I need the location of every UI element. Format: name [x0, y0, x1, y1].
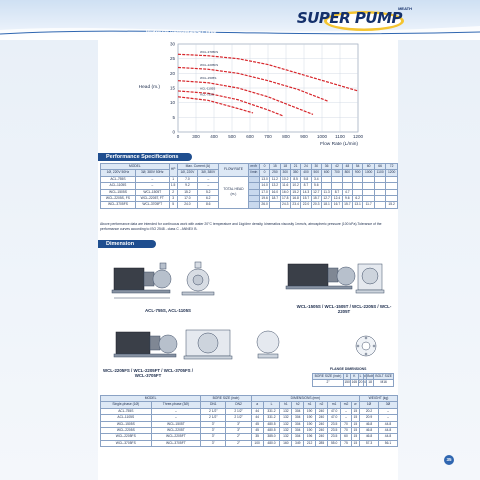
perf-cell: 20.3 [313, 202, 320, 207]
chart-xtick-label: 700 [264, 134, 272, 139]
chart-title: Hydraulic Performance Curve [146, 30, 217, 36]
perf-cell: 10.2 [282, 176, 289, 181]
perf-cell: 5 [169, 202, 177, 208]
flange-col: BOLT SIZE [375, 374, 392, 378]
dim-cell: 23.5 [327, 428, 341, 434]
perf-col-lmin: 1000 [363, 170, 375, 176]
perf-col-q: 48 [342, 164, 352, 170]
chart-xtick-label: 300 [192, 134, 200, 139]
pump-drawing-wclf-side [114, 332, 177, 357]
chart-ylabel: Head (m.) [138, 85, 160, 90]
perf-cell: – [135, 176, 169, 182]
flange-caption: FLANGE DIMENSIONS [330, 367, 367, 371]
perf-cell: 23.4 [292, 202, 299, 207]
chart-xtick-label: 800 [282, 134, 290, 139]
dim-cell: 304 [292, 421, 304, 427]
dim-cell: 2 1/2" [226, 415, 251, 421]
flange-col: Bolt [367, 374, 373, 378]
flange-col: d [363, 374, 366, 378]
dim-cell: – [151, 415, 201, 421]
perf-col-current: Max. Current (A) [177, 164, 219, 170]
flange-row [313, 380, 394, 386]
perf-col-lmin: 1200 [386, 170, 398, 176]
chart-series-label: WCL-1505S [200, 76, 217, 81]
performance-chart-panel [116, 36, 396, 164]
perf-col-q: 42 [332, 164, 342, 170]
perf-cell: 15.2 [386, 202, 398, 208]
perf-cell: 15.7 [344, 202, 351, 207]
flange-drawing [356, 336, 376, 356]
dim-col: Three-phase (3Ø) [151, 402, 201, 408]
perf-cell: 14.0 [261, 183, 268, 188]
chart-xtick-label: 600 [246, 134, 254, 139]
perf-col-lmin: 800 [342, 170, 352, 176]
perf-cell: 8.7 [332, 189, 342, 195]
perf-cell: 15.7 [302, 196, 310, 201]
chart-ytick-label: 10 [169, 100, 175, 106]
dim-cell: WCL-2205FT [151, 434, 201, 440]
dim-cell: WCL-2205FS [101, 434, 152, 440]
perf-cell: – [198, 183, 219, 189]
perf-cell-unit [248, 202, 259, 208]
dim-cell: 304 [292, 428, 304, 434]
dim-cell: WCL-1505T [151, 421, 201, 427]
performance-chart [116, 36, 396, 164]
total-head-label: TOTAL HEAD [223, 186, 244, 191]
perf-col-1ph: 1Ø, 220V 50Hz [101, 170, 136, 176]
perf-cell: 7.0 [177, 176, 198, 182]
perf-col-q: 66 [374, 164, 385, 170]
chart-ytick-label: 0 [172, 129, 175, 135]
perf-col-lmin: 700 [332, 170, 342, 176]
dim-cell: 57.3 [360, 440, 379, 446]
perf-cell: 26.0 [261, 202, 268, 207]
dim-cell: WCL-3705FT [151, 440, 201, 446]
dim-col-model: MODEL [101, 396, 201, 402]
perf-cell: 15.7 [313, 196, 320, 201]
chart-xtick-label: 0 [176, 134, 180, 139]
dim-cell: 2 1/2" [226, 408, 251, 414]
perf-col-lmin: 600 [321, 170, 331, 176]
dim-cell: 240 [316, 428, 328, 434]
perf-cell: 5.6 [311, 183, 321, 189]
dim-col-bore: BORE SIZE (inch) [201, 396, 252, 402]
pump-drawing-wclf-front [184, 330, 232, 359]
perf-cell: – [198, 176, 219, 182]
perf-cell: 6.2 [353, 196, 363, 202]
dim-cell: 23.5 [327, 421, 341, 427]
dim-cell: 240 [316, 421, 328, 427]
flange-header-row [313, 374, 394, 380]
dim-cell: 2" [226, 440, 251, 446]
perf-col-lmin: 400 [301, 170, 311, 176]
dim-cell: WCL-3705FS [101, 440, 152, 446]
dim-cell: 55.0 [327, 440, 341, 446]
dim-cell: 285 [316, 440, 328, 446]
dim-cell: 20.2 [360, 408, 379, 414]
perf-cell: WCL-3705FS [101, 202, 136, 208]
dim-cell: 47.0 [327, 415, 341, 421]
perf-col-q: 72 [386, 164, 398, 170]
dim-cell: WCL-2205S [101, 428, 152, 434]
perf-cell: 11.6 [280, 183, 290, 189]
perf-cell: 12.7 [323, 196, 330, 201]
perf-cell: 16.7 [333, 202, 341, 207]
dim-cell: 70 [341, 428, 351, 434]
perf-cell: WCL-3705FT [135, 202, 169, 208]
chart-xtick-label: 900 [300, 134, 308, 139]
dim-col: m2 [341, 402, 351, 408]
perf-cell: WCL-2205S, FS [101, 196, 136, 202]
perf-cell: 13.2 [271, 183, 279, 188]
dim-cell: 75 [341, 440, 351, 446]
dim-cell: 240 [316, 434, 328, 440]
perf-cell: 11.7 [363, 202, 375, 208]
dim-col: m1 [327, 402, 341, 408]
perf-col-current-3ph: 3Ø, 380V [198, 170, 219, 176]
dim-cell: 3" [226, 421, 251, 427]
performance-table [100, 163, 398, 209]
perf-col-3ph: 3Ø, 380V 50Hz [135, 170, 169, 176]
dim-cell: 44.8 [378, 428, 397, 434]
dim-cell: 15 [351, 428, 360, 434]
perf-col-q: 54 [353, 164, 363, 170]
dim-col: 1Ø [360, 402, 379, 408]
perf-cell: ACL-1105S [101, 183, 136, 189]
perf-cell: 1.5 [170, 183, 176, 188]
dim-cell: 132 [280, 421, 292, 427]
flange-col: L [359, 374, 362, 378]
dim-col: w [351, 402, 360, 408]
dim-cell: 385.0 [263, 434, 280, 440]
perf-cell: WCL-1505T [135, 189, 169, 195]
dim-cell: 331.2 [263, 408, 280, 414]
perf-cell: 2 [169, 189, 177, 195]
perf-cell: 15.2 [177, 189, 198, 195]
chart-xtick-label: 400 [210, 134, 218, 139]
dim-cell: 3" [201, 428, 226, 434]
perf-col-q: 30 [311, 164, 321, 170]
perf-col-q: 24 [301, 164, 311, 170]
dim-cell: – [151, 408, 201, 414]
perf-cell: 12.4 [333, 196, 341, 201]
dim-cell: 190 [304, 421, 316, 427]
perf-col-lmin: 900 [353, 170, 363, 176]
dim-cell: 132 [280, 415, 292, 421]
brand-logo: SUPER PUMP [296, 9, 402, 27]
total-head-unit: (m.) [230, 192, 237, 197]
page-number: 35 [444, 455, 454, 465]
perf-cell: 11.3 [321, 189, 331, 195]
dim-cell: 3" [226, 428, 251, 434]
perf-cell: – [135, 183, 169, 189]
dim-cell: 212 [304, 440, 316, 446]
perf-cell: 14.3 [302, 189, 310, 194]
perf-cell: 3.4 [311, 176, 321, 182]
dim-cell: 2" [226, 434, 251, 440]
dim-cell: 15 [351, 440, 360, 446]
dim-col: h1 [280, 402, 292, 408]
perf-cell: 24.3 [282, 202, 289, 207]
dim-cell: ACL-1105S [101, 415, 152, 421]
flange-cell: 4 [363, 380, 366, 385]
chart-xlabel: Flow Rate (L/min) [320, 142, 358, 147]
flange-col: K [351, 374, 358, 380]
dim-cell: 100 [251, 440, 263, 446]
dim-cell: 2 1/2" [201, 408, 226, 414]
dim-cell: – [341, 415, 351, 421]
perf-col-q: 18 [280, 164, 290, 170]
perf-col-lmin: 350 [290, 170, 300, 176]
perf-cell: 8.5 [290, 176, 300, 182]
perf-row [101, 202, 398, 208]
brand-logo-sub: MEATH [398, 6, 412, 11]
perf-cell: 5.8 [301, 176, 311, 182]
performance-note: Above performance data are intended for continuous work with water 20°C temperature and 1kg/dm³ density, kinematics viscosity 1mm²/s, atmospheric pressure (100 kPa).Tolerance of the performance curves according to ISO 2548 - class C - ANNEX B. [100, 222, 382, 231]
perf-col-unit-lmin: l/min [248, 170, 259, 176]
perf-col-q: 36 [321, 164, 331, 170]
chart-ytick-label: 15 [169, 85, 175, 91]
perf-col-hp: HP [169, 164, 177, 177]
dim-cell: 3" [201, 421, 226, 427]
dim-cell: 2 1/2" [201, 415, 226, 421]
flange-cell: M16 [374, 380, 394, 386]
dim-col: DN1 [201, 402, 226, 408]
dim-cell: 47.0 [327, 408, 341, 414]
dim-cell: 70 [341, 421, 351, 427]
dim-cell: ACL-755S [101, 408, 152, 414]
chart-series-label: WCL-2205FS [200, 62, 219, 67]
dim-cell: 15 [351, 408, 360, 414]
dim-cell: 3" [201, 440, 226, 446]
pump-drawing-wcl-end [356, 264, 384, 293]
perf-cell: 22.0 [302, 202, 310, 207]
dim-cell: – [378, 408, 397, 414]
perf-cell: 16.0 [271, 189, 279, 194]
perf-cell: 6.2 [198, 196, 219, 202]
chart-xtick-label: 500 [228, 134, 236, 139]
dim-cell: 44 [251, 415, 263, 421]
dim-cell: 44.8 [378, 434, 397, 440]
perf-cell: 3 [169, 196, 177, 202]
perf-cell: 17.0 [177, 196, 198, 202]
flange-cell: 165 [351, 380, 358, 385]
perf-col-q: 0 [259, 164, 269, 170]
dim-cell: 15 [351, 415, 360, 421]
flange-col: BORE SIZE (inch) [313, 374, 344, 380]
perf-col-flow: FLOW RATE [219, 164, 249, 177]
perf-cell: ACL-755S [101, 176, 136, 182]
page-side-left [0, 40, 98, 480]
dim-cell: 44.8 [378, 421, 397, 427]
dim-cell: 46.8 [360, 434, 379, 440]
dim-cell: 132 [280, 434, 292, 440]
perf-cell: 4.7 [342, 189, 352, 195]
perf-cell: 5.2 [198, 189, 219, 195]
chart-series-label: WCL-3705FS [200, 49, 219, 54]
dim-cell: 331.2 [263, 415, 280, 421]
perf-col-lmin: 300 [280, 170, 290, 176]
pump-drawing-acl-end [182, 262, 214, 295]
flange-cell: 20 [358, 380, 363, 385]
dim-col: a [251, 402, 263, 408]
dim-cell: 20.9 [360, 415, 379, 421]
perf-col-current-1ph: 1Ø, 220V [177, 170, 198, 176]
dim-cell: 480.5 [263, 421, 280, 427]
perf-cell: WCL-1505S [101, 189, 136, 195]
chart-series-label: ACL-755S [200, 92, 214, 97]
perf-cell: 9.6 [342, 196, 352, 202]
caption-wcl: WCL-1505S / WCL-1505T / WCL-2205S / WCL-2205T [296, 304, 392, 315]
dim-row [101, 440, 398, 446]
chart-series-label: ACL-1105S [200, 86, 216, 91]
dimension-table [100, 395, 398, 447]
page-side-right [398, 40, 480, 480]
perf-cell: 16.0 [282, 189, 289, 194]
dim-cell: 480.5 [263, 428, 280, 434]
dim-cell: 23.5 [327, 434, 341, 440]
perf-cell: 18.7 [271, 196, 279, 201]
perf-col-lmin: 500 [311, 170, 321, 176]
dim-cell: 304 [292, 415, 304, 421]
dim-cell: 480.0 [263, 440, 280, 446]
dim-cell: 304 [292, 408, 304, 414]
dim-cell: 45 [251, 421, 263, 427]
dim-cell: WCL-1505S [101, 421, 152, 427]
perf-cell: 17.0 [261, 189, 268, 194]
perf-cell: 24.0 [177, 202, 198, 208]
dim-cell: 35 [251, 434, 263, 440]
perf-cell: 1 [169, 176, 177, 182]
perf-cell: 13.0 [261, 176, 268, 181]
perf-cell: 13.1 [354, 202, 361, 207]
section-title-dimension: Dimension [98, 240, 156, 248]
chart-ytick-label: 30 [169, 41, 175, 47]
perf-cell: 15.2 [292, 189, 299, 194]
perf-col-lmin: 250 [270, 170, 280, 176]
pump-drawing-wclf-end [257, 331, 279, 358]
perf-col-q: 21 [290, 164, 300, 170]
chart-xtick-label: 1200 [352, 134, 364, 139]
dim-cell: 190 [304, 408, 316, 414]
dim-col-dimensions: DIMENSIONS (mm) [251, 396, 359, 402]
dim-col: h2 [292, 402, 304, 408]
perf-col-lmin: 0 [259, 170, 269, 176]
perf-total-head-label [219, 176, 249, 208]
flange-cell: 2" [313, 380, 344, 386]
dim-cell: 46.8 [360, 421, 379, 427]
dim-cell: 15 [351, 434, 360, 440]
dim-cell: 15 [351, 421, 360, 427]
perf-cell: 12.7 [313, 189, 320, 194]
perf-col-model: MODEL [101, 164, 170, 170]
flange-table [312, 373, 394, 387]
dim-col: 3Ø [378, 402, 397, 408]
perf-cell: 8.6 [198, 202, 219, 208]
perf-cell: 9.2 [177, 183, 198, 189]
caption-wclf: WCL-2205FS / WCL-2205FT / WCL-3705FS / WCL-3705FT [102, 368, 194, 379]
perf-col-q: 60 [363, 164, 375, 170]
perf-cell [374, 202, 385, 208]
chart-ytick-label: 20 [169, 70, 175, 76]
chart-xtick-label: 1000 [316, 134, 328, 139]
pump-drawing-acl-side [112, 263, 171, 298]
page-header [0, 0, 480, 40]
dim-cell: 190 [304, 428, 316, 434]
flange-cell: 18 [368, 380, 372, 385]
dim-cell: 240 [316, 415, 328, 421]
dim-col-weight: WEIGHT (kg) [360, 396, 398, 402]
chart-xtick-label: 1100 [335, 134, 345, 139]
perf-cell: 10.2 [292, 183, 299, 188]
perf-cell: 8.7 [301, 183, 311, 189]
perf-cell [270, 202, 280, 208]
dim-cell: 44 [251, 408, 263, 414]
chart-ytick-label: 25 [169, 56, 175, 62]
dim-cell: 349 [292, 440, 304, 446]
dim-cell: 45 [251, 428, 263, 434]
perf-col-unit-m3h: m³/h [248, 164, 259, 170]
caption-acl: ACL-755S, ACL-1105S [145, 308, 191, 313]
perf-cell: 19.6 [261, 196, 268, 201]
perf-col-q: 15 [270, 164, 280, 170]
flange-cell: 150 [344, 380, 350, 385]
flange-col: D [343, 374, 350, 380]
dim-cell: 132 [280, 428, 292, 434]
dim-cell: – [378, 415, 397, 421]
section-title-performance: Performance Specifications [98, 153, 192, 161]
pump-drawing-wcl-side [286, 264, 355, 289]
dim-col: n1 [304, 402, 316, 408]
dim-col: DN2 [226, 402, 251, 408]
perf-cell: 17.8 [282, 196, 289, 201]
perf-cell: WCL-2205T, FT [135, 196, 169, 202]
dim-cell: WCL-2205T [151, 428, 201, 434]
dim-cell: – [341, 408, 351, 414]
dim-cell: 46.8 [360, 428, 379, 434]
dim-cell: 3" [201, 434, 226, 440]
dim-cell: 304 [292, 434, 304, 440]
perf-cell: 11.2 [270, 176, 280, 182]
perf-col-lmin: 1100 [374, 170, 385, 176]
dim-cell: 132 [280, 408, 292, 414]
dim-cell: 240 [316, 408, 328, 414]
dim-cell: 56.1 [378, 440, 397, 446]
perf-cell: 16.8 [292, 196, 299, 201]
dim-cell: 190 [304, 415, 316, 421]
dim-cell: 196 [304, 434, 316, 440]
perf-cell: 18.1 [323, 202, 330, 207]
dim-cell: 160 [280, 440, 292, 446]
dim-col: Single-phase (1Ø) [101, 402, 152, 408]
dim-col: L [263, 402, 280, 408]
dim-cell: 60 [341, 434, 351, 440]
chart-ytick-label: 5 [172, 114, 175, 120]
dim-col: n2 [316, 402, 328, 408]
